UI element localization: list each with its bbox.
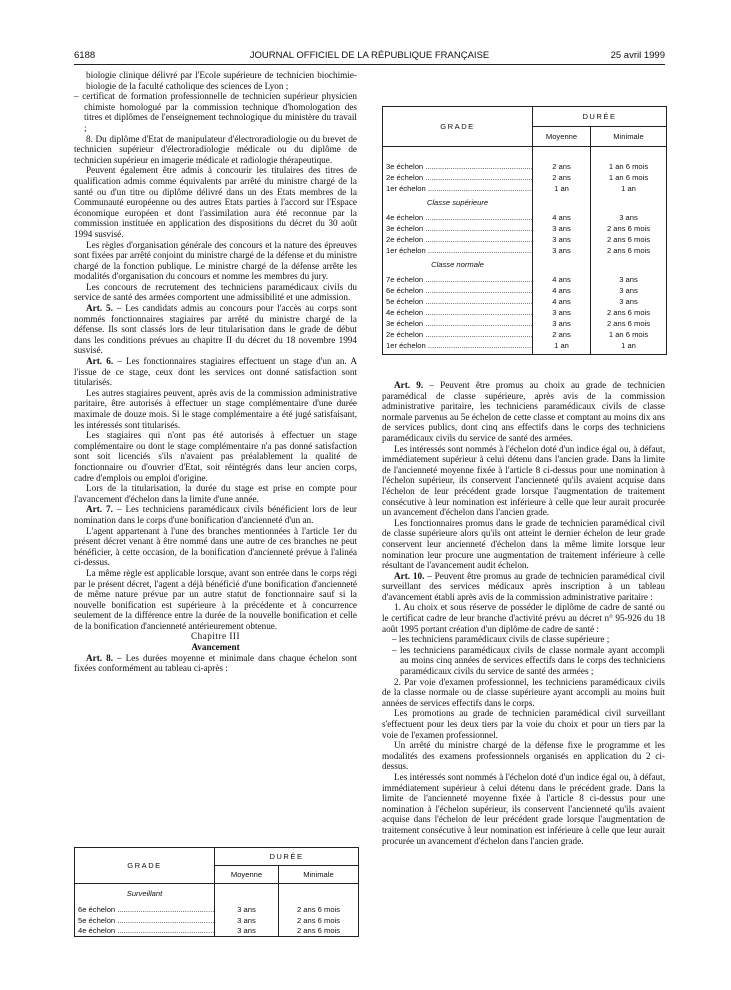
paragraph (382, 772, 665, 846)
journal-title: JOURNAL OFFICIEL DE LA RÉPUBLIQUE FRANÇAISE (249, 50, 490, 61)
page-header (74, 50, 665, 64)
paragraph (74, 134, 357, 166)
echelon-cell: 1er échelon ..... (383, 183, 533, 194)
paragraph-text: – certificat de formation professionnelle de technicien supérieur physicien chimiste homologué par la commission technique d'homologation des titres et diplômes de l'enseignement technologique du ministère du travail ; (74, 91, 357, 133)
article-label: Art. 10. (394, 570, 425, 581)
echelon-cell: 5e échelon ..... (75, 915, 215, 926)
moyenne-cell: 3 ans (215, 926, 279, 937)
table1-rows (75, 904, 359, 937)
echelon-cell: 1er échelon ..... (383, 245, 533, 256)
paragraph (74, 303, 357, 356)
paragraph-text: Peuvent également être admis à concourir les titulaires des titres de qualification admis comme équivalents par arrêté du ministre chargé de la santé ou d'un titre ou diplôme délivré dans un des Etats membres de la Communauté européenne ou des autres Etats parties à l'accord sur l'Espace économique européen et dont l'assimilation aura été reconnue par la commission instituée en application des dispositions du décret du 30 août 1994 susvisé. (74, 165, 357, 239)
table2-duree-header: DURÉE (533, 107, 667, 127)
table-row (383, 223, 667, 234)
table-row (383, 307, 667, 318)
paragraph (382, 571, 665, 603)
echelon-cell: 5e échelon ..... (383, 296, 533, 307)
echelon-cell: 3e échelon ..... (383, 318, 533, 329)
table2-grade-header: GRADE (383, 107, 533, 147)
paragraph-text: – les techniciens paramédicaux civils de classe supérieure ; (392, 634, 610, 645)
paragraph-text: – Peuvent être promus au grade de technicien paramédical civil surveillant des services médicaux après inscription à un tableau d'avancement établi après avis de la commission administrative paritaire : (382, 570, 665, 602)
minimale-cell: 1 an 6 mois (591, 329, 667, 340)
paragraph-text: Les concours de recrutement des techniciens paramédicaux civils du service de santé des armées comportent une admissibilité et une admission. (74, 281, 357, 303)
moyenne-cell: 3 ans (215, 904, 279, 915)
minimale-cell: 3 ans (591, 274, 667, 285)
table-durations-classes (382, 106, 667, 355)
echelon-cell: 4e échelon ..... (383, 307, 533, 318)
minimale-cell: 3 ans (591, 212, 667, 223)
echelon-cell: 2e échelon ..... (383, 172, 533, 183)
echelon-cell: 2e échelon ..... (383, 329, 533, 340)
article-label: Art. 5. (86, 303, 113, 314)
minimale-cell: 3 ans (591, 296, 667, 307)
echelon-cell: 6e échelon ..... (383, 285, 533, 296)
table-row (383, 172, 667, 183)
echelon-cell: 4e échelon ..... (383, 212, 533, 223)
article-label: Art. 9. (394, 380, 424, 390)
table2-section-superieure: Classe supérieure (426, 198, 489, 207)
table-row (383, 329, 667, 340)
table-row (383, 318, 667, 329)
table1-duree-header: DURÉE (215, 848, 359, 866)
article-8-text: – Les durées moyenne et minimale dans chaque échelon sont fixées conformément au tableau ci-après : (74, 652, 357, 674)
header-rule (74, 64, 665, 65)
table2-minimale-header: Minimale (591, 127, 667, 147)
paragraph-text: La même règle est applicable lorsque, avant son entrée dans le corps régi par le présent décret, l'agent a déjà bénéficié d'une bonification d'ancienneté de même nature prévue par un autre statut de fonctionnaire sauf si la nouvelle bonification est supérieure à la précédente et à concurrence seulement de la différence entre la durée de la nouvelle bonification et celle de la bonification d'ancienneté antérieurement obtenue. (74, 567, 357, 631)
moyenne-cell: 2 ans (533, 172, 591, 183)
table1-section-surveillant: Surveillant (126, 889, 163, 899)
table2-superieure-rows (383, 212, 667, 256)
paragraph (382, 518, 665, 571)
minimale-cell: 3 ans (591, 285, 667, 296)
moyenne-cell: 2 ans (533, 329, 591, 340)
paragraph (74, 504, 357, 525)
echelon-cell: 6e échelon ..... (75, 904, 215, 915)
left-paragraphs (74, 70, 357, 631)
article-8 (74, 653, 357, 674)
paragraph (74, 282, 357, 303)
table1-minimale-header: Minimale (279, 866, 359, 884)
minimale-cell: 2 ans 6 mois (591, 307, 667, 318)
table-row (383, 296, 667, 307)
table-row (75, 926, 359, 937)
paragraph-text: biologie clinique délivré par l'Ecole supérieure de technicien biochimie-biologie de la faculté catholique des sciences de Lyon ; (86, 70, 357, 91)
left-column (74, 70, 357, 674)
moyenne-cell: 3 ans (533, 245, 591, 256)
paragraph (74, 240, 357, 282)
paragraph (382, 740, 665, 772)
paragraph (382, 708, 665, 740)
paragraph-text: Lors de la titularisation, la durée du stage est prise en compte pour l'avancement d'échelon dans la limite d'une année. (74, 483, 357, 504)
paragraph-text: – Les fonctionnaires stagiaires effectuent un stage d'un an. A l'issue de ce stage, ceux dont les services ont donné satisfaction sont titularisés. (74, 356, 357, 388)
table2-normale-rows (383, 274, 667, 351)
paragraph-text: 8. Du diplôme d'Etat de manipulateur d'électroradiologie ou du brevet de technicien supérieur d'électroradiologie médicale ou du diplôme de technicien supérieur en imagerie médicale et radiologie thérapeutique. (74, 133, 357, 165)
moyenne-cell: 3 ans (533, 223, 591, 234)
paragraph (74, 483, 357, 504)
minimale-cell: 2 ans 6 mois (279, 904, 359, 915)
table1-moyenne-header: Moyenne (215, 866, 279, 884)
minimale-cell: 2 ans 6 mois (591, 245, 667, 256)
paragraph (382, 602, 665, 634)
issue-date: 25 avril 1999 (610, 50, 665, 61)
paragraph (382, 444, 665, 518)
table-row (75, 904, 359, 915)
paragraph (382, 380, 665, 444)
paragraph-text: – Les candidats admis au concours pour l'accès au corps sont nommés fonctionnaires stagiaires par arrêté du ministre chargé de la défense. Ils sont classés lors de leur titularisation dans le grade de début dans les conditions prévues au chapitre II du décret du 18 novembre 1994 susvisé. (74, 303, 357, 356)
table-row (383, 212, 667, 223)
paragraph (74, 70, 357, 91)
table-row (383, 285, 667, 296)
paragraph-text: Les promotions au grade de technicien paramédical civil surveillant s'effectuent pour les deux tiers par la voie du choix et pour un tiers par la voie de l'examen professionnel. (382, 708, 665, 740)
moyenne-cell: 4 ans (533, 285, 591, 296)
paragraph (382, 677, 665, 709)
article-label: Art. 6. (86, 356, 114, 367)
moyenne-cell: 4 ans (533, 296, 591, 307)
paragraph-text: – Les techniciens paramédicaux civils bénéficient lors de leur nomination dans le corps d'une bonification d'ancienneté d'un an. (74, 504, 357, 525)
article-8-label: Art. 8. (86, 652, 113, 663)
moyenne-cell: 3 ans (533, 234, 591, 245)
paragraph (74, 568, 357, 632)
article-label: Art. 7. (86, 504, 113, 515)
right-column (382, 380, 665, 846)
page-number: 6188 (74, 50, 96, 61)
paragraph (74, 91, 357, 133)
table-row (383, 161, 667, 172)
paragraph (74, 165, 357, 239)
minimale-cell: 1 an (591, 340, 667, 351)
moyenne-cell: 3 ans (215, 915, 279, 926)
echelon-cell: 3e échelon ..... (383, 161, 533, 172)
moyenne-cell: 3 ans (533, 318, 591, 329)
paragraph-text: Les fonctionnaires promus dans le grade de technicien paramédical civil de classe supérieure alors qu'ils ont atteint le dernier échelon de leur grade conservent leur ancienneté d'échelon dans la même limite lorsque leur nomination leur procure une augmentation de traitement inférieure à celle résultant de l'avancement audit échelon. (382, 517, 665, 571)
paragraph-text: Les règles d'organisation générale des concours et la nature des épreuves sont fixées par arrêté conjoint du ministre chargé de la défense et du ministre chargé de la fonction publique. Le ministre chargé de la défense arrête les modalités d'organisation du concours et nomme les membres du jury. (74, 239, 357, 282)
paragraph-text: Un arrêté du ministre chargé de la défense fixe le programme et les modalités des examens professionnels organisés en application du 2 ci-dessus. (382, 740, 665, 772)
echelon-cell: 7e échelon ..... (383, 274, 533, 285)
moyenne-cell: 3 ans (533, 307, 591, 318)
table-row (383, 340, 667, 351)
paragraph (74, 356, 357, 388)
echelon-cell: 3e échelon ..... (383, 223, 533, 234)
table2-top-rows (383, 161, 667, 194)
moyenne-cell: 2 ans (533, 161, 591, 172)
paragraph-text: 1. Au choix et sous réserve de posséder le diplôme de cadre de santé ou le certificat cadre de leur branche d'activité prévu au décret n° 95-926 du 18 août 1995 portant création d'un diplôme de cadre de santé : (382, 602, 665, 634)
minimale-cell: 2 ans 6 mois (279, 915, 359, 926)
paragraph-text: Les intéressés sont nommés à l'échelon doté d'un indice égal ou, à défaut, immédiatement supérieur à celui détenu dans l'ancien grade. Dans la limite de l'ancienneté moyenne fixée à l'article 8 ci-dessus pour une nomination à l'échelon supérieur, ils conservent l'ancienneté qu'ils avaient acquise dans l'échelon de leur précédent grade lorsque l'augmentation de traitement consécutive à leur nomination est inférieure à celle que leur aurait procurée un avancement d'échelon dans l'ancien grade. (382, 443, 665, 518)
paragraph-text: 2. Par voie d'examen professionnel, les techniciens paramédicaux civils de la classe normale ou de classe supérieure ayant accompli au moins huit années de services effectifs dans le corps. (382, 676, 665, 708)
paragraph-text: Les intéressés sont nommés à l'échelon doté d'un indice égal ou, à défaut, immédiatement supérieur à celui détenu dans le précédent grade. Dans la limite de l'ancienneté moyenne fixée à l'article 8 ci-dessus pour une nomination à l'échelon supérieur, ils conservent l'ancienneté qu'ils avaient acquise dans l'échelon de leur précédent grade lorsque l'augmentation de traitement consécutive à leur nomination est inférieure à celle que leur aurait procurée un avancement d'échelon dans l'ancien grade. (382, 771, 665, 846)
minimale-cell: 2 ans 6 mois (591, 234, 667, 245)
moyenne-cell: 1 an (533, 183, 591, 194)
paragraph (74, 388, 357, 430)
table-row (383, 274, 667, 285)
paragraph-text: L'agent appartenant à l'une des branches mentionnées à l'article 1er du présent décret venant à être nommé dans une autre de ces branches ne peut bénéficier, à cette occasion, de la bonification d'ancienneté prévue à l'alinéa ci-dessus. (74, 525, 357, 568)
paragraph (382, 634, 665, 645)
paragraph-text: – les techniciens paramédicaux civils de classe normale ayant accompli au moins cinq années de services effectifs dans le corps des techniciens paramédicaux civils du service de santé des armées ; (392, 644, 665, 677)
echelon-cell: 1er échelon ..... (383, 340, 533, 351)
table1-grade-header: GRADE (75, 848, 215, 884)
table-row (75, 915, 359, 926)
paragraph-text: – Peuvent être promus au choix au grade de technicien paramédical de classe supérieure, après avis de la commission administrative paritaire, les techniciens paramédicaux civils de classe normale parvenus au 5e échelon de cette classe et comptant au moins dix ans de services publics, dont cinq ans effectifs dans le corps des techniciens paramédicaux civils du service de santé des armées. (382, 380, 665, 443)
table-row (383, 183, 667, 194)
minimale-cell: 2 ans 6 mois (591, 318, 667, 329)
table-row (383, 234, 667, 245)
minimale-cell: 1 an 6 mois (591, 172, 667, 183)
echelon-cell: 4e échelon ..... (75, 926, 215, 937)
table-durations-surveillant (74, 847, 359, 937)
minimale-cell: 2 ans 6 mois (591, 223, 667, 234)
paragraph (74, 526, 357, 568)
minimale-cell: 1 an 6 mois (591, 161, 667, 172)
moyenne-cell: 4 ans (533, 274, 591, 285)
chapter-subtitle: Avancement (191, 642, 240, 653)
paragraph-text: Les stagiaires qui n'ont pas été autorisés à effectuer un stage complémentaire ou dont le stage complémentaire n'a pas donné satisfaction sont soit licenciés s'ils n'avaient pas préalablement la qualité de fonctionnaire ou d'ouvrier d'Etat, soit réintégrés dans leur ancien corps, cadre d'emplois ou emploi d'origine. (74, 430, 357, 483)
minimale-cell: 2 ans 6 mois (279, 926, 359, 937)
table2-moyenne-header: Moyenne (533, 127, 591, 147)
table-row (383, 245, 667, 256)
moyenne-cell: 4 ans (533, 212, 591, 223)
paragraph-text: Les autres stagiaires peuvent, après avis de la commission administrative paritaire, être autorisés à effectuer un stage complémentaire d'une durée maximale de douze mois. Si le stage complémentaire a été jugé satisfaisant, les intéressés sont titularisés. (74, 387, 357, 430)
minimale-cell: 1 an (591, 183, 667, 194)
chapter-title: Chapitre III (190, 631, 241, 642)
echelon-cell: 2e échelon ..... (383, 234, 533, 245)
paragraph (382, 645, 665, 677)
table2-section-normale: Classe normale (431, 260, 484, 269)
paragraph (74, 430, 357, 483)
moyenne-cell: 1 an (533, 340, 591, 351)
right-paragraphs (382, 380, 665, 846)
